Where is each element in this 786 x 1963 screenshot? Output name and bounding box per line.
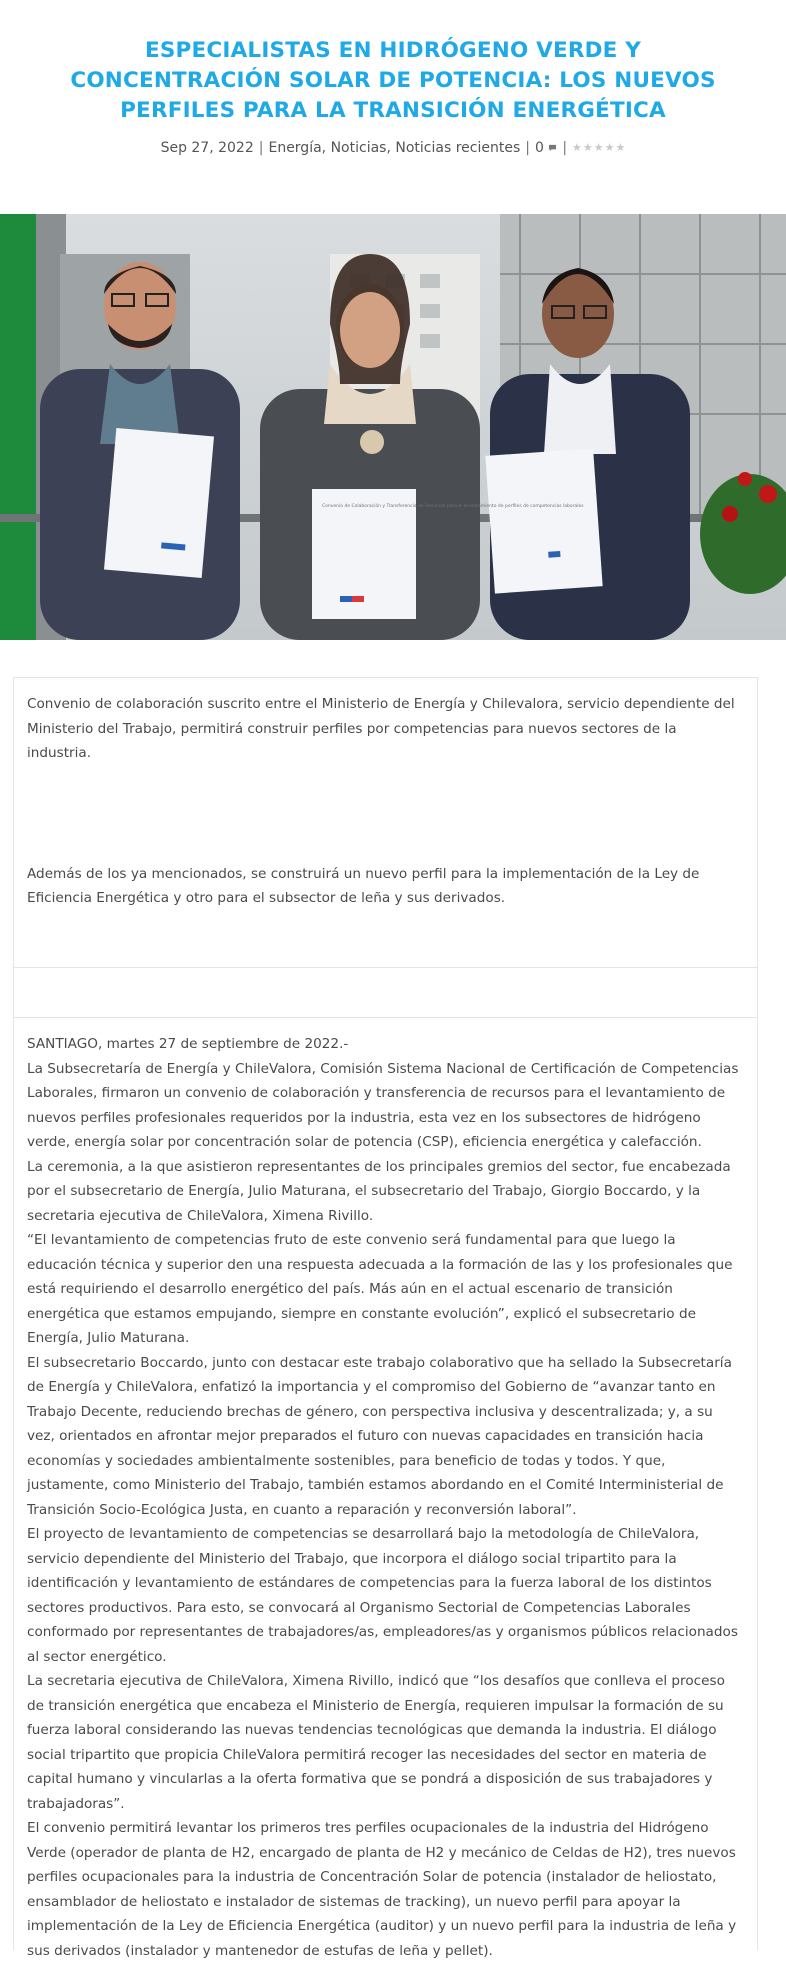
star-icon: ★ (582, 141, 593, 154)
category-link-energia[interactable]: Energía (268, 140, 322, 156)
category-link-noticias-recientes[interactable]: Noticias recientes (395, 140, 521, 156)
document-heading: Convenio de Colaboración y Transferencia de Recursos para el levantamiento de perfiles de competencias laborales (322, 504, 584, 509)
star-icon: ★ (572, 141, 582, 154)
post-date: Sep 27, 2022 (160, 140, 254, 156)
star-icon: ★ (615, 141, 626, 154)
meta-separator: | (525, 140, 530, 156)
summary-paragraph: Convenio de colaboración suscrito entre el Ministerio de Energía y Chilevalora, servicio dependiente del Ministerio del Trabajo, permitirá construir perfiles por competencias para nuevos sectores de la industria. (27, 696, 735, 761)
comments-link[interactable] (535, 138, 557, 158)
post-meta (40, 138, 746, 158)
hero-photo (0, 214, 786, 640)
article-title: ESPECIALISTAS EN HIDRÓGENO VERDE Y CONCENTRACIÓN SOLAR DE POTENCIA: LOS NUEVOS PERFILES PARA LA TRANSICIÓN ENERGÉTICA (70, 38, 716, 123)
body-paragraph: “El levantamiento de competencias fruto de este convenio será fundamental para que luego la educación técnica y superior den una respuesta adecuada a la formación de las y los profesionales que está requiriendo el desarrollo energético del país. Más aún en el actual escenario de transición energética que estamos empujando, siempre en constante evolución”, explicó el subsecretario de Energía, Julio Maturana. (27, 1232, 733, 1346)
article-header (0, 0, 786, 158)
meta-separator: | (258, 140, 264, 156)
body-paragraph: La Subsecretaría de Energía y ChileValora, Comisión Sistema Nacional de Certificación de Competencias Laborales, firmaron un convenio de colaboración y transferencia de recursos para el levantamiento de nuevos perfiles profesionales requeridos por la industria, esta vez en los subsectores de hidrógeno verde, energía solar por concentración solar de potencia (CSP), eficiencia energética y calefacción. (27, 1060, 739, 1150)
comment-count[interactable]: 0 (534, 140, 544, 156)
body-paragraph: La secretaria ejecutiva de ChileValora, Ximena Rivillo, indicó que “los desafíos que conlleva el proceso de transición energética que encabeza el Ministerio de Energía, requieren impulsar la formación de su fuerza laboral considerando las nuevas tendencias tecnológicas que demanda la industria. El diálogo social tripartito que propicia ChileValora permitirá recoger las necesidades del sector en materia de capital humano y vincularlas a la oferta formativa que se pondrá a disposición de sus trabajadores y trabajadoras”. (27, 1673, 725, 1812)
star-icon: ★ (593, 141, 604, 154)
body-paragraph: El subsecretario Boccardo, junto con destacar este trabajo colaborativo que ha sellado la Subsecretaría de Energía y ChileValora, enfatizó la importancia y el compromiso del Gobierno de “avanzar tanto en Trabajo Decente, reduciendo brechas de género, con perspectiva inclusiva y descentralizada; y, a su vez, orientados en afrontar mejor preparados el futuro con nuevas capacidades en transición hacia economías y sociedades ambientalmente sostenibles, para beneficio de todas y todos. Y que, justamente, como Ministerio del Trabajo, también estamos abordando en el Comité Interministerial de Transición Socio-Ecológica Justa, en cuanto a reparación y reconversión laboral”. (27, 1354, 732, 1518)
category-link-noticias[interactable]: Noticias (330, 140, 387, 156)
summary-box (13, 677, 758, 968)
meta-separator: | (562, 140, 568, 156)
body-paragraph: SANTIAGO, martes 27 de septiembre de 2022.- (27, 1036, 349, 1052)
comment-bubble-icon (548, 144, 557, 152)
post-categories: Energía, Noticias, Noticias recientes (268, 140, 521, 156)
body-paragraph: El convenio permitirá levantar los primeros tres perfiles ocupacionales de la industria del Hidrógeno Verde (operador de planta de H2, encargado de planta de H2 y mecánico de Celdas de H2), tres nuevos perfiles ocupacionales para la industria de Concentración Solar de potencia (instalador de heliostato, ensamblador de heliostato e instalador de sistemas de tracking), un nuevo perfil para apoyar la implementación de la Ley de Eficiencia Energética (auditor) y un nuevo perfil para la industria de leña y sus derivados (instalador y mantenedor de estufas de leña y pellet). (27, 1820, 737, 1959)
body-paragraph: La ceremonia, a la que asistieron representantes de los principales gremios del sector, fue encabezada por el subsecretario de Energía, Julio Maturana, el subsecretario del Trabajo, Giorgio Boccardo, y la secretaria ejecutiva de ChileValora, Ximena Rivillo. (27, 1158, 731, 1224)
star-icon: ★ (604, 141, 615, 154)
article-body (13, 1017, 758, 1959)
rating-stars (572, 138, 625, 158)
summary-paragraph: Además de los ya mencionados, se construirá un nuevo perfil para la implementación de la Ley de Eficiencia Energética y otro para el subsector de leña y sus derivados. (27, 865, 700, 906)
body-paragraph: El proyecto de levantamiento de competencias se desarrollará bajo la metodología de ChileValora, servicio dependiente del Ministerio del Trabajo, que incorpora el diálogo social tripartito para la identificación y levantamiento de estándares de competencias para la fuerza laboral de los distintos sectores productivos. Para esto, se convocará al Organismo Sectorial de Competencias Laborales conformado por representantes de trabajadores/as, empleadores/as y organismos públicos relacionados al sector energético. (27, 1526, 738, 1665)
hero-photo-illustration (0, 214, 786, 640)
empty-box (13, 967, 758, 1018)
